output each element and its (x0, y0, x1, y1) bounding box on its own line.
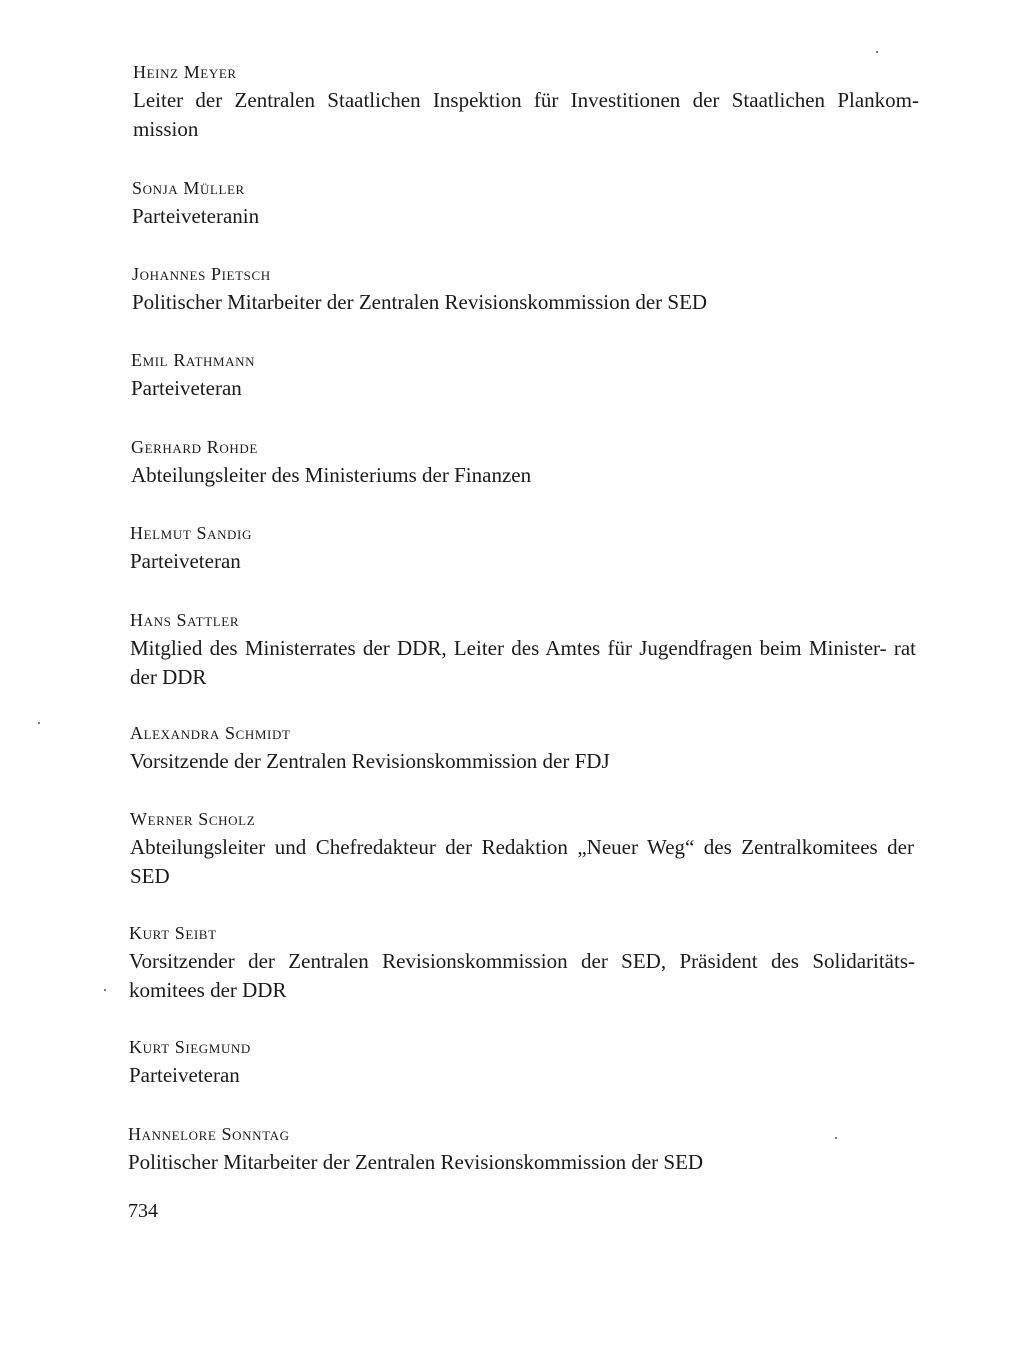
member-role: Vorsitzende der Zentralen Revisionskommission der FDJ (130, 749, 610, 773)
member-name: Gerhard Rohde (131, 437, 258, 457)
member-role: Politischer Mitarbeiter der Zentralen Revisionskommission der SED (132, 290, 708, 314)
member-entry (131, 435, 931, 490)
member-name: Heinz Meyer (133, 62, 237, 82)
member-role: Politischer Mitarbeiter der Zentralen Revisionskommission der SED (128, 1150, 704, 1174)
member-role: Vorsitzender der Zentralen Revisionskommission der SED, Präsident des Solidaritäts- komitees der DDR (129, 949, 915, 1002)
member-role: Parteiveteranin (132, 204, 260, 228)
scan-speck (835, 1137, 837, 1139)
member-name: Kurt Seibt (129, 923, 217, 943)
member-role: Abteilungsleiter und Chefredakteur der Redaktion „Neuer Weg“ des Zentralkomitees der SED (130, 835, 914, 888)
member-entry (129, 1035, 929, 1090)
member-entry (132, 176, 932, 231)
member-name: Johannes Pietsch (132, 264, 271, 284)
member-role: Parteiveteran (131, 376, 242, 400)
member-name: Hannelore Sonntag (128, 1124, 290, 1144)
member-entry (129, 921, 915, 1005)
member-name: Hans Sattler (130, 610, 240, 630)
member-entry (130, 807, 914, 891)
scan-speck (104, 989, 106, 991)
member-role: Parteiveteran (129, 1063, 240, 1087)
member-name: Kurt Siegmund (129, 1037, 251, 1057)
member-name: Helmut Sandig (130, 523, 252, 543)
member-name: Werner Scholz (130, 809, 256, 829)
member-entry (130, 521, 930, 576)
member-entry (130, 608, 916, 692)
member-role: Mitglied des Ministerrates der DDR, Leiter des Amtes für Jugendfragen beim Minister- rat der DDR (130, 636, 916, 689)
member-entry (132, 262, 932, 317)
scan-speck (876, 51, 878, 53)
member-name: Sonja Müller (132, 178, 245, 198)
member-name: Alexandra Schmidt (130, 723, 291, 743)
member-entry (133, 60, 919, 144)
member-entry (130, 721, 930, 776)
member-role: Leiter der Zentralen Staatlichen Inspektion für Investitionen der Staatlichen Plankom- mission (133, 88, 919, 141)
member-role: Parteiveteran (130, 549, 241, 573)
member-entry (128, 1122, 928, 1177)
page-number: 734 (128, 1200, 158, 1222)
member-entry (131, 348, 931, 403)
scan-speck (38, 722, 40, 724)
member-role: Abteilungsleiter des Ministeriums der Finanzen (131, 463, 532, 487)
member-name: Emil Rathmann (131, 350, 256, 370)
